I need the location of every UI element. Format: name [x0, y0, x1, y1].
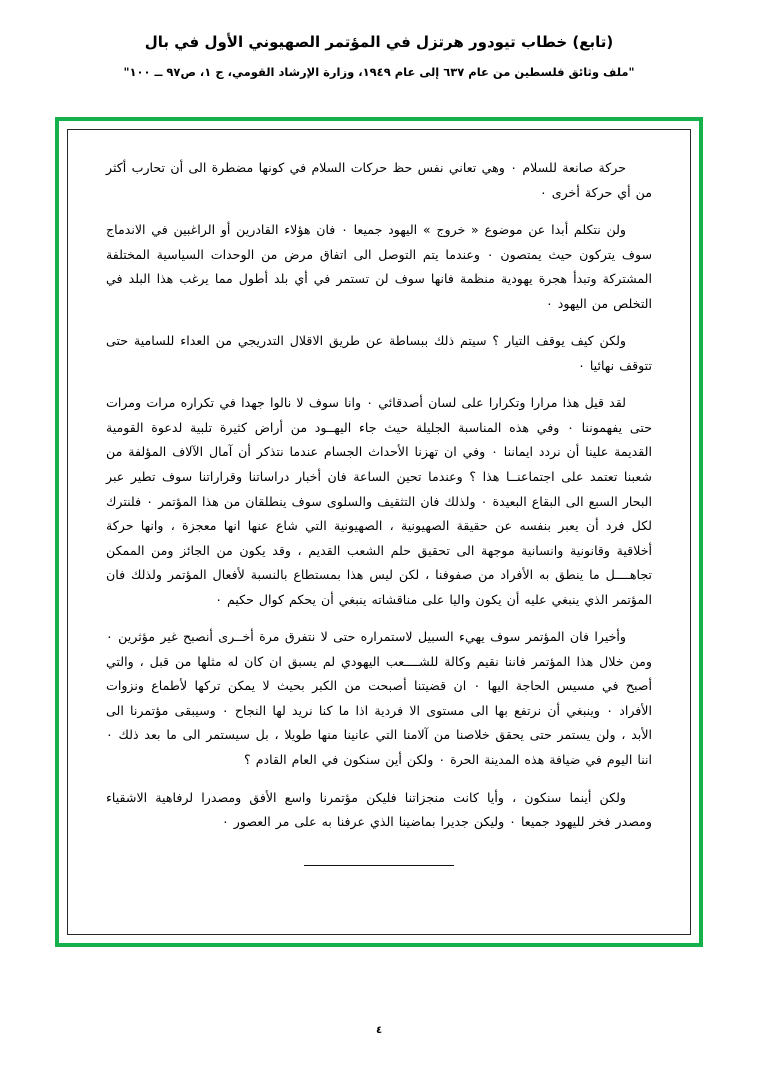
paragraph: ولكن أينما سنكون ، وأيا كانت منجزاتنا فليكن مؤتمرنا واسع الأفق ومصدرا لرفاهية الاشقياء ومصدر فخر لليهود جميعا ٠ وليكن جديرا بماضينا الذي عرفنا به على مر العصور ٠: [106, 789, 652, 830]
horizontal-rule: [304, 865, 454, 866]
page-number: ٤: [375, 1025, 383, 1036]
paragraph: لقد قيل هذا مرارا وتكرارا على لسان أصدقائي ٠ وانا سوف لا نالوا جهدا في تكراره مرات ومرات حتى يفهموننا ٠ وفي هذه المناسبة الجليلة حيث جاء اليهــود من أراض كثيرة تلبية لدعوة القومية القديمة علينا أن نردد ايماننا ٠ وفي ان تهزنا الأحداث الجسام عندما نتذكر أن آمال الآلاف المؤلفة من شعبنا تعتمد على اجتماعنــا هذا ؟ وعندما تحين الساعة فان أخبار دراساتنا وقراراتنا سوف تطير عبر البحار السبع الى البقاع البعيدة ٠ ولذلك فان التثقيف والسلوى سوف ينطلقان من هذا المؤتمر ٠ فلنترك لكل فرد أن يعبر بنفسه عن حقيقة الصهيونية ، الصهيونية التي شاع عنها انها معجزة ، وانها حركة أخلاقية وقانونية وانسانية موجهة الى تحقيق حلم الشعب القديم ، وقد يكون من الجائز ومن الممكن تجاهــــل ما ينطق به الأفراد من صفوفنا ، لكن ليس هذا بمستطاع بالنسبة لأفعال المؤتمر ولذلك فان المؤتمر الذي ينبغي عليه أن يكون واليا على مناقشاته ينبغي أن يحكم كوال حكيم ٠: [106, 395, 653, 607]
page-title: (تابع) خطاب تيودور هرتزل في المؤتمر الصهيوني الأول في بال: [144, 33, 614, 51]
green-border-frame: [55, 117, 703, 947]
source-citation: "ملف وثائق فلسطين من عام ٦٣٧ إلى عام ١٩٤٩، وزارة الإرشاد القومي، ج ١، ص٩٧ ــ ١٠٠": [123, 65, 635, 79]
paragraph: ولكن كيف يوقف التيار ؟ سيتم ذلك ببساطة عن طريق الاقلال التدريجي من العداء للسامية حتى تتوقف نهائيا ٠: [106, 333, 652, 373]
paragraph: حركة صانعة للسلام ٠ وهي تعاني نفس حظ حركات السلام في كونها مضطرة الى أن تحارب أكثر من أي حركة أخرى ٠: [106, 160, 652, 200]
document-header: [0, 0, 758, 79]
paragraph: ولن نتكلم أبدا عن موضوع « خروج » اليهود جميعا ٠ فان هؤلاء القادرين أو الراغبين في الاندماج سوف يتركون حيث يمتصون ٠ وعندما يتم التوصل الى اتفاق مرض من الوحدات السياسية المختلفة المشتركة وتبدأ هجرة يهودية منظمة فانها سوف لن تستمر في أي بلد أطول مما يرغب هذا البلد في التخلص من اليهود ٠: [106, 222, 653, 311]
paragraph: وأخيرا فان المؤتمر سوف يهيء السبيل لاستمراره حتى لا نتفرق مرة أخــرى أنصبح غير مؤثرين ٠ ومن خلال هذا المؤتمر فاننا نقيم وكالة للشــــعب اليهودي لم يسبق ان كان له مثلها من قبل ، والتي أصبح في مسيس الحاجة اليها ٠ ان قضيتنا أصبحت من الكبر بحيث لا يمكن تركها لأطماع ونزوات الأفراد ٠ وينبغي أن نرتفع بها الى مستوى الا فردية اذا ما كنا نريد لها النجاح ٠ وسيبقى مؤتمرنا الى الأبد ، ولن يستمر حتى يحقق خلاصنا من آلامنا التي عانينا منها طويلا ، بل سيستمر الى ما بعد ذلك ٠ اننا اليوم في ضيافة هذه المدينة الحرة ٠ ولكن أين سنكون في العام القادم ؟: [106, 629, 652, 768]
page-content-frame: [67, 129, 691, 935]
document-body: [68, 130, 690, 876]
